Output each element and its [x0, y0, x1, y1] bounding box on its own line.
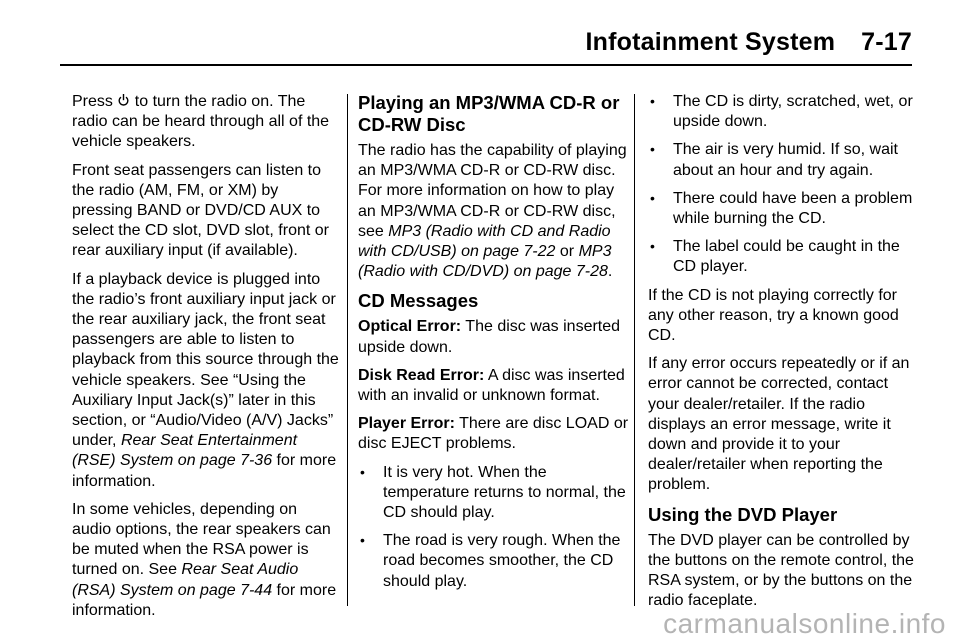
- player-error-text: There are disc LOAD or disc EJECT problems.: [358, 415, 629, 453]
- playback-text-end: for more information.: [72, 452, 337, 490]
- bullet-icon: •: [650, 93, 655, 109]
- mp3-radio-dvd-link[interactable]: MP3 (Radio with CD/DVD) on page 7‑28: [358, 243, 612, 281]
- page-header: [585, 28, 912, 57]
- heading-mp3-disc: Playing an MP3/WMA CD-R or CD-RW Disc: [358, 92, 620, 135]
- paragraph-playback-device: [72, 270, 340, 492]
- disk-read-error-label: Disk Read Error:: [358, 366, 485, 384]
- mp3-or-text: or: [555, 243, 579, 261]
- paragraph-error-repeats: If any error occurs repeatedly or if an error cannot be corrected, contact your dealer/retailer. If the radio displays an error message, write it down and provide it to your dealer/retailer when reporting the problem.: [648, 355, 910, 494]
- page-number: 7-17: [861, 28, 912, 56]
- bullet-text: There could have been a problem while burning the CD.: [673, 189, 913, 228]
- paragraph-power: [72, 92, 340, 153]
- bullet-text: The air is very humid. If so, wait about an hour and try again.: [673, 141, 898, 179]
- player-error-label: Player Error:: [358, 415, 455, 433]
- list-item: [648, 189, 920, 229]
- rsa-reference-link[interactable]: Rear Seat Audio (RSA) System on page 7‑44: [72, 561, 299, 599]
- watermark: carmanualsonline.info: [663, 608, 946, 639]
- bullet-text: The CD is dirty, scratched, wet, or upside down.: [673, 93, 913, 131]
- heading-dvd-player: Using the DVD Player: [648, 503, 838, 525]
- list-item: [358, 463, 630, 524]
- playback-text: If a playback device is plugged into the radio’s front auxiliary input jack or the rear auxiliary jack, the front seat passengers are able to listen to playback from this source through the vehicle speakers. See “Using the Auxiliary Input Jack(s)” later in this section, or “Audio/Video (A/V) Jacks” under,: [72, 270, 339, 450]
- rear-speakers-text: In some vehicles, depending on audio options, the rear speakers can be muted when the RSA power is turned on. See: [72, 500, 331, 579]
- bullet-icon: •: [360, 463, 365, 480]
- list-item: [648, 92, 920, 132]
- list-item: [648, 140, 920, 180]
- heading-cd-messages: CD Messages: [358, 290, 479, 312]
- bullet-icon: •: [650, 238, 655, 255]
- power-text-pre: Press: [72, 93, 118, 110]
- paragraph-dvd-controls: The DVD player can be controlled by the buttons on the remote control, the RSA system, or by the buttons on the radio faceplate.: [648, 531, 914, 610]
- optical-error-label: Optical Error:: [358, 318, 462, 336]
- optical-error-text: The disc was inserted upside down.: [358, 318, 621, 356]
- power-button-icon: [118, 93, 129, 107]
- column-divider-1: [347, 94, 348, 606]
- mp3-text-end: .: [607, 263, 613, 281]
- bullet-text: It is very hot. When the temperature returns to normal, the CD should play.: [383, 463, 626, 522]
- list-item: [648, 237, 920, 277]
- column-divider-2: [634, 94, 635, 606]
- paragraph-mp3-capability: [358, 141, 630, 282]
- bullet-icon: •: [650, 141, 655, 158]
- list-item: [358, 531, 630, 592]
- power-text-post: to turn the radio on. The radio can be heard through all of the vehicle speakers.: [72, 93, 330, 151]
- message-disk-read-error: [358, 366, 630, 406]
- rear-speakers-text-end: for more information.: [72, 581, 337, 619]
- column-3: [648, 92, 920, 619]
- rse-reference-link[interactable]: Rear Seat Entertainment (RSE) System on page 7‑36: [72, 432, 298, 470]
- bullet-icon: •: [650, 189, 655, 206]
- column-1: [72, 92, 340, 629]
- paragraph-cd-not-playing: If the CD is not playing correctly for any other reason, try a known good CD.: [648, 286, 899, 345]
- message-player-error: [358, 414, 630, 454]
- disk-read-error-text: A disc was inserted with an invalid or unknown format.: [358, 366, 625, 405]
- column-2: [358, 92, 630, 600]
- message-optical-error: [358, 317, 630, 357]
- header-rule: [60, 64, 912, 66]
- mp3-radio-cd-link[interactable]: MP3 (Radio with CD and Radio with CD/USB) on page 7‑22: [358, 222, 611, 261]
- section-title: Infotainment System: [585, 28, 836, 56]
- mp3-text: The radio has the capability of playing an MP3/WMA CD-R or CD-RW disc. For more information on how to play an MP3/WMA CD-R or CD-RW disc, see: [358, 142, 627, 240]
- paragraph-rear-speakers: [72, 500, 340, 621]
- bullet-icon: •: [360, 532, 365, 549]
- bullet-text: The label could be caught in the CD player.: [673, 238, 900, 276]
- paragraph-front-seat: Front seat passengers can listen to the radio (AM, FM, or XM) by pressing BAND or DVD/CD AUX to select the CD slot, DVD slot, front or rear auxiliary input (if available).: [72, 161, 329, 260]
- bullet-text: The road is very rough. When the road becomes smoother, the CD should play.: [383, 532, 621, 590]
